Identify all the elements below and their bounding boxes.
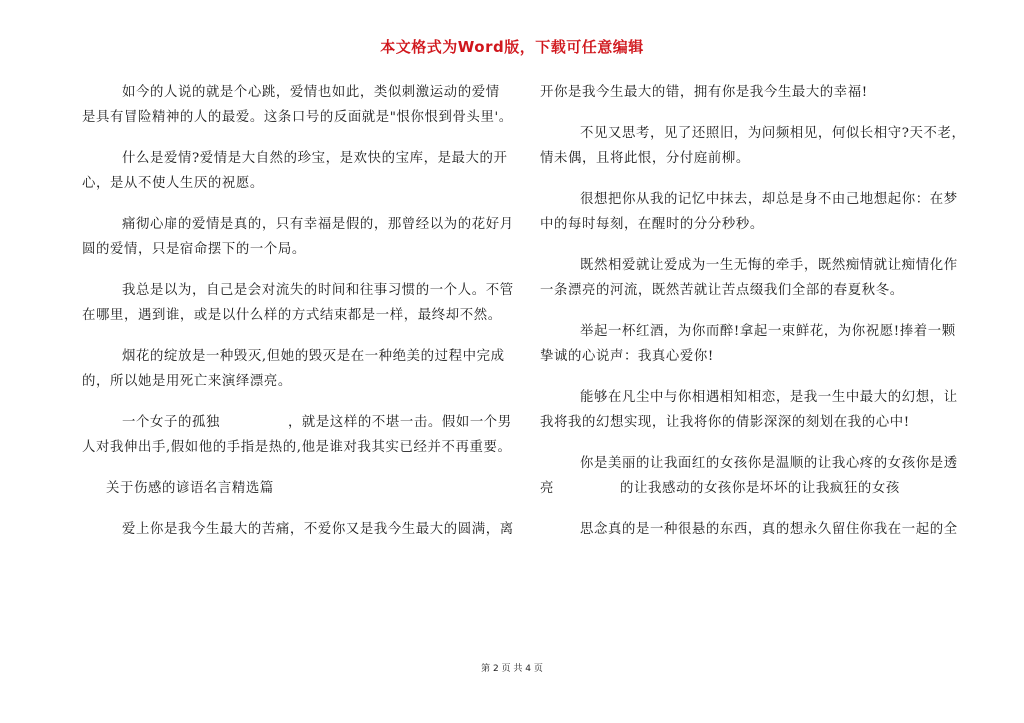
- paragraph-line: 什么是爱情?爱情是大自然的珍宝，是欢快的宝库，是最大的开: [122, 151, 508, 166]
- right-text-column: [540, 80, 970, 542]
- paragraph-line: 中的每时每刻，在醒时的分分秒秒。: [540, 217, 764, 232]
- paragraph-line: 我总是以为，自己是会对流失的时间和往事习惯的一个人。不管: [122, 283, 514, 298]
- paragraph-fragment: ，就是这样的不堪一击。假如一个男: [287, 415, 512, 430]
- paragraph-fragment: 亮: [540, 481, 554, 496]
- paragraph-line: [540, 476, 970, 501]
- paragraph-line: 思念真的是一种很悬的东西，真的想永久留住你我在一起的全: [580, 522, 958, 537]
- paragraph-line: 心，是从不使人生厌的祝愿。: [82, 176, 264, 191]
- paragraph-line: 很想把你从我的记忆中抹去，却总是身不由己地想起你：在梦: [580, 192, 958, 207]
- paragraph-line: 能够在凡尘中与你相遇相知相恋，是我一生中最大的幻想，让: [580, 390, 958, 405]
- paragraph-line: 痛彻心扉的爱情是真的，只有幸福是假的，那曾经以为的花好月: [122, 217, 514, 232]
- paragraph-line: 我将我的幻想实现，让我将你的倩影深深的刻划在我的心中!: [540, 415, 910, 430]
- paragraph-line: 开你是我今生最大的错，拥有你是我今生最大的幸福!: [540, 85, 868, 100]
- paragraph-line: 一条漂亮的河流，既然苦就让苦点缀我们全部的春夏秋冬。: [540, 283, 904, 298]
- paragraph-line: 圆的爱情，只是宿命摆下的一个局。: [82, 242, 306, 257]
- paragraph-fragment: 一个女子的孤独: [122, 415, 220, 430]
- paragraph-line: [82, 410, 512, 435]
- paragraph-line: 举起一杯红酒，为你而醉!拿起一束鲜花，为你祝愿!捧着一颗: [580, 324, 956, 339]
- document-header-title: 本文格式为Word版，下载可任意编辑: [380, 38, 644, 56]
- paragraph-line: 不见又思考，见了还照旧，为问频相见，何似长相守?天不老，: [580, 126, 966, 141]
- paragraph-line: 你是美丽的让我面红的女孩你是温顺的让我心疼的女孩你是透: [580, 456, 958, 471]
- left-text-column: [82, 80, 512, 542]
- paragraph-line: 是具有冒险精神的人的最爱。这条口号的反面就是"恨你恨到骨头里'。: [82, 110, 513, 125]
- paragraph-line: 人对我伸出手,假如他的手指是热的,他是谁对我其实已经并不再重要。: [82, 440, 512, 455]
- paragraph-line: 的，所以她是用死亡来演绎漂亮。: [82, 374, 292, 389]
- paragraph-line: 烟花的绽放是一种毁灭,但她的毁灭是在一种绝美的过程中完成: [122, 349, 505, 364]
- paragraph-fragment: 的让我感动的女孩你是坏坏的让我疯狂的女孩: [620, 481, 900, 496]
- section-heading: 关于伤感的谚语名言精选篇: [106, 481, 274, 496]
- paragraph-line: 既然相爱就让爱成为一生无悔的牵手，既然痴情就让痴情化作: [580, 258, 958, 273]
- page-number-footer: 第 2 页 共 4 页: [481, 664, 543, 674]
- paragraph-line: 如今的人说的就是个心跳，爱情也如此，类似刺激运动的爱情: [122, 85, 500, 100]
- paragraph-line: 情未偶，且将此恨，分付庭前柳。: [540, 151, 750, 166]
- paragraph-line: 在哪里，遇到谁，或是以什么样的方式结束都是一样，最终却不然。: [82, 308, 502, 323]
- paragraph-line: 挚诚的心说声：我真心爱你!: [540, 349, 714, 364]
- paragraph-line: 爱上你是我今生最大的苦痛，不爱你又是我今生最大的圆满，离: [122, 522, 514, 537]
